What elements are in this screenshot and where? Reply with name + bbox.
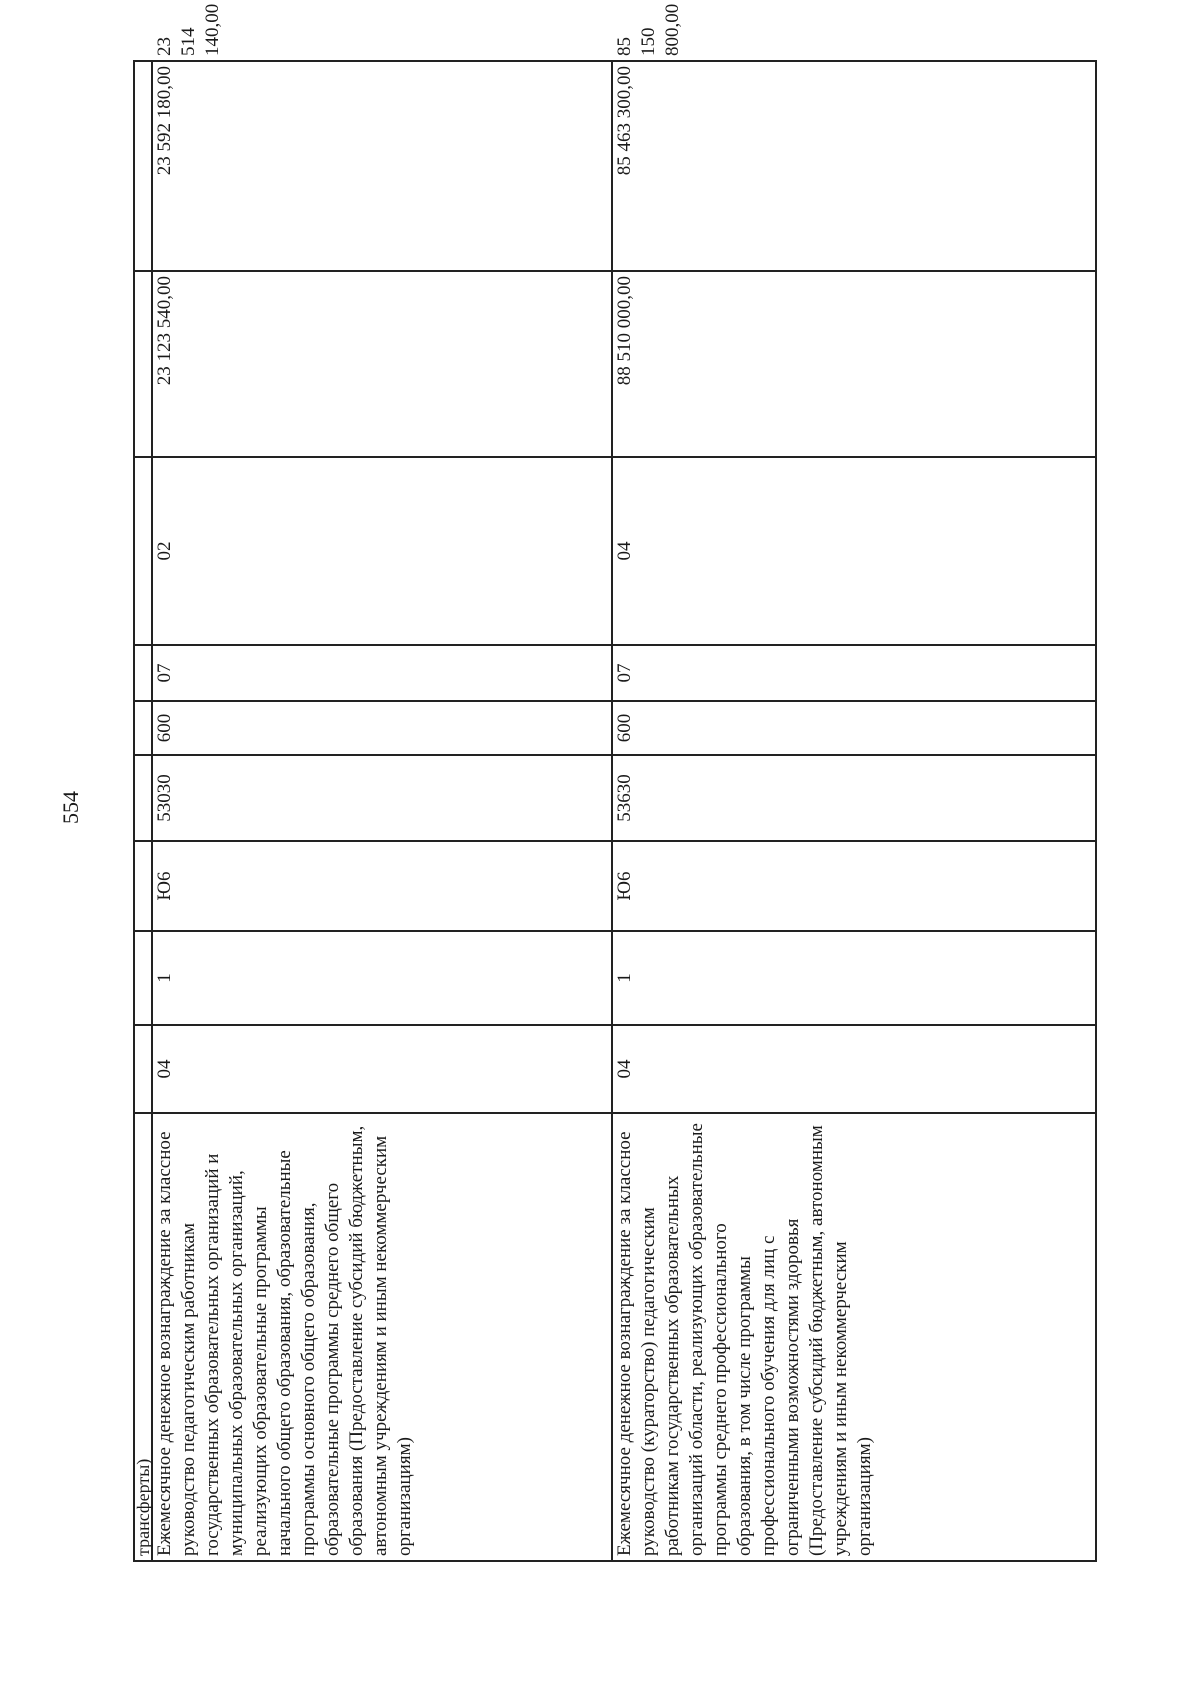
budget-table	[133, 3, 1097, 1562]
rotated-budget-table-page	[133, 3, 1093, 1562]
row-description: Ежемесячное денежное вознаграждение за классное руководство педагогическим работникам государственных образовательных организаций и муниципальных образовательных организаций, реализующих образовательные программы начального общего образования, образовательные программы основного общего образования, образовательные программы среднего общего образования (Предоставление субсидий бюджетным, автономным учреждениям и иным некоммерческим организациям)	[152, 1113, 612, 1561]
empty-cell	[134, 271, 152, 457]
table-row-continuation	[134, 61, 152, 1561]
empty-cell	[134, 701, 152, 755]
page-number: 554	[58, 791, 83, 824]
empty-cell	[134, 61, 152, 271]
table-row: Ежемесячное денежное вознаграждение за классное руководство педагогическим работникам государственных образовательных организаций и муниципальных образовательных организаций, реализующих образовательные программы начального общего образования, образовательные программы основного общего образования, образовательные программы среднего общего образования (Предоставление субсидий бюджетным, автономным учреждениям и иным некоммерческим организациям) 04 1 Ю6 53030 600 07 02 23 123 540,00 23 592 180,00 23 514 140,00	[152, 61, 612, 1561]
empty-cell	[134, 931, 152, 1025]
code-d-cell: 53630	[612, 755, 1096, 841]
row-description: Ежемесячное денежное вознаграждение за классное руководство (кураторство) педагогическим работникам государственных образовательных организаций области, реализующих образовательные программы среднего профессионального образования, в том числе программы профессионального обучения для лиц с ограниченными возможностями здоровья (Предоставление субсидий бюджетным, автономным учреждениям и иным некоммерческим организациям)	[612, 1113, 1096, 1561]
amount-1-cell: 88 510 000,00	[612, 271, 1096, 457]
empty-cell	[134, 645, 152, 701]
code-f-cell: 07	[152, 645, 612, 701]
amount-2-cell: 85 463 300,00	[612, 61, 1096, 271]
code-c-cell: Ю6	[152, 841, 612, 931]
code-g-cell: 02	[152, 457, 612, 645]
code-a-cell: 04	[612, 1025, 1096, 1113]
code-e-cell: 600	[152, 701, 612, 755]
continuation-text: трансферты)	[134, 1113, 152, 1561]
amount-2-cell: 23 592 180,00	[152, 61, 612, 271]
code-e-cell: 600	[612, 701, 1096, 755]
amount-1-cell: 23 123 540,00	[152, 271, 612, 457]
empty-cell	[134, 1025, 152, 1113]
code-b-cell: 1	[612, 931, 1096, 1025]
code-g-cell: 04	[612, 457, 1096, 645]
empty-cell	[134, 457, 152, 645]
empty-cell	[134, 841, 152, 931]
code-a-cell: 04	[152, 1025, 612, 1113]
table-row: Ежемесячное денежное вознаграждение за классное руководство (кураторство) педагогическим работникам государственных образовательных организаций области, реализующих образовательные программы среднего профессионального образования, в том числе программы профессионального обучения для лиц с ограниченными возможностями здоровья (Предоставление субсидий бюджетным, автономным учреждениям и иным некоммерческим организациям) 04 1 Ю6 53630 600 07 04 88 510 000,00 85 463 300,00 85 150 800,00	[612, 61, 1096, 1561]
empty-cell	[134, 755, 152, 841]
code-d-cell: 53030	[152, 755, 612, 841]
code-c-cell: Ю6	[612, 841, 1096, 931]
code-b-cell: 1	[152, 931, 612, 1025]
code-f-cell: 07	[612, 645, 1096, 701]
